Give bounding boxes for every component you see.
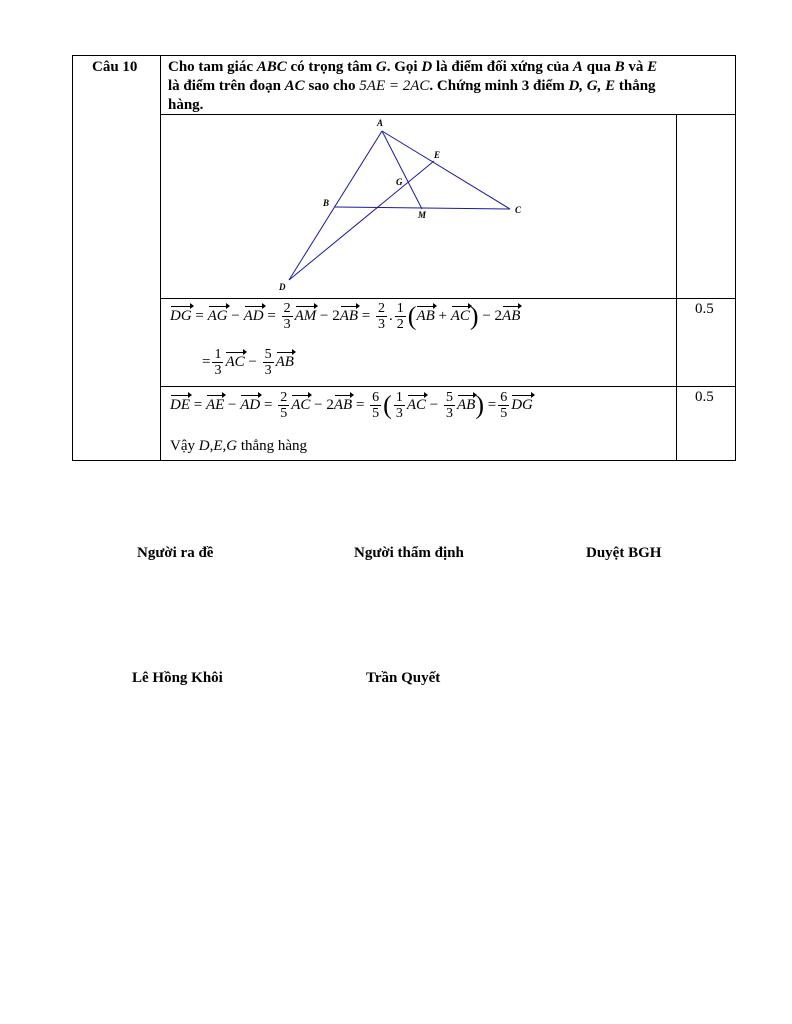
step2-line1: DE = AE − AD = $\frac{2}{5}$ AC − 2AB = $\frac{6}{5}$ ( $\frac{1}{3}$ AC − $\frac{5}{3}$ AB) = $\frac{6}{5}$ DG — [170, 390, 533, 421]
score-col-divider — [676, 114, 677, 461]
table-border-top — [72, 55, 736, 56]
row-divider-3 — [160, 386, 736, 387]
role-board: Duyệt BGH — [586, 545, 662, 561]
name-author: Lê Hồng Khôi — [132, 670, 223, 686]
label-M: M — [418, 210, 427, 220]
name-reviewer: Trần Quyết — [366, 670, 441, 686]
label-C: C — [515, 205, 522, 215]
segment-BC — [335, 207, 510, 209]
role-reviewer: Người thẩm định — [354, 545, 464, 561]
segment-AC — [382, 131, 510, 209]
step1-score: 0.5 — [695, 301, 714, 317]
label-D: D — [279, 282, 286, 292]
table-border-bottom — [72, 460, 736, 461]
question-line-2: là điểm trên đoạn AC sao cho 5AE = 2AC. Chứng minh 3 điểm D, G, E thẳng — [168, 78, 656, 94]
step1-line2: = $\frac{1}{3}$ AC − $\frac{5}{3}$ AB — [202, 347, 294, 378]
triangle-figure — [160, 115, 676, 298]
question-label: Câu 10 — [92, 59, 138, 75]
label-B: B — [323, 198, 330, 208]
step1-line1: DG = AG − AD = $\frac{2}{3}$ AM − 2AB = $\frac{2}{3}$ . $\frac{1}{2}$ (AB + AC) − 2AB — [170, 301, 521, 332]
question-line-1: Cho tam giác ABC có trọng tâm G. Gọi D là điểm đối xứng của A qua B và E — [168, 59, 658, 75]
segment-AD — [289, 131, 382, 280]
role-author: Người ra đề — [137, 545, 214, 561]
label-A: A — [377, 118, 384, 128]
label-G: G — [396, 177, 403, 187]
segment-DE — [289, 161, 434, 280]
table-border-left — [72, 55, 73, 461]
step2-score: 0.5 — [695, 389, 714, 405]
label-E: E — [434, 150, 441, 160]
table-border-right — [735, 55, 736, 461]
question-text — [168, 58, 728, 115]
question-line-3: hàng. — [168, 97, 204, 113]
step2-conclusion: Vậy D,E,G thẳng hàng — [170, 438, 308, 454]
row-divider-2 — [160, 298, 736, 299]
